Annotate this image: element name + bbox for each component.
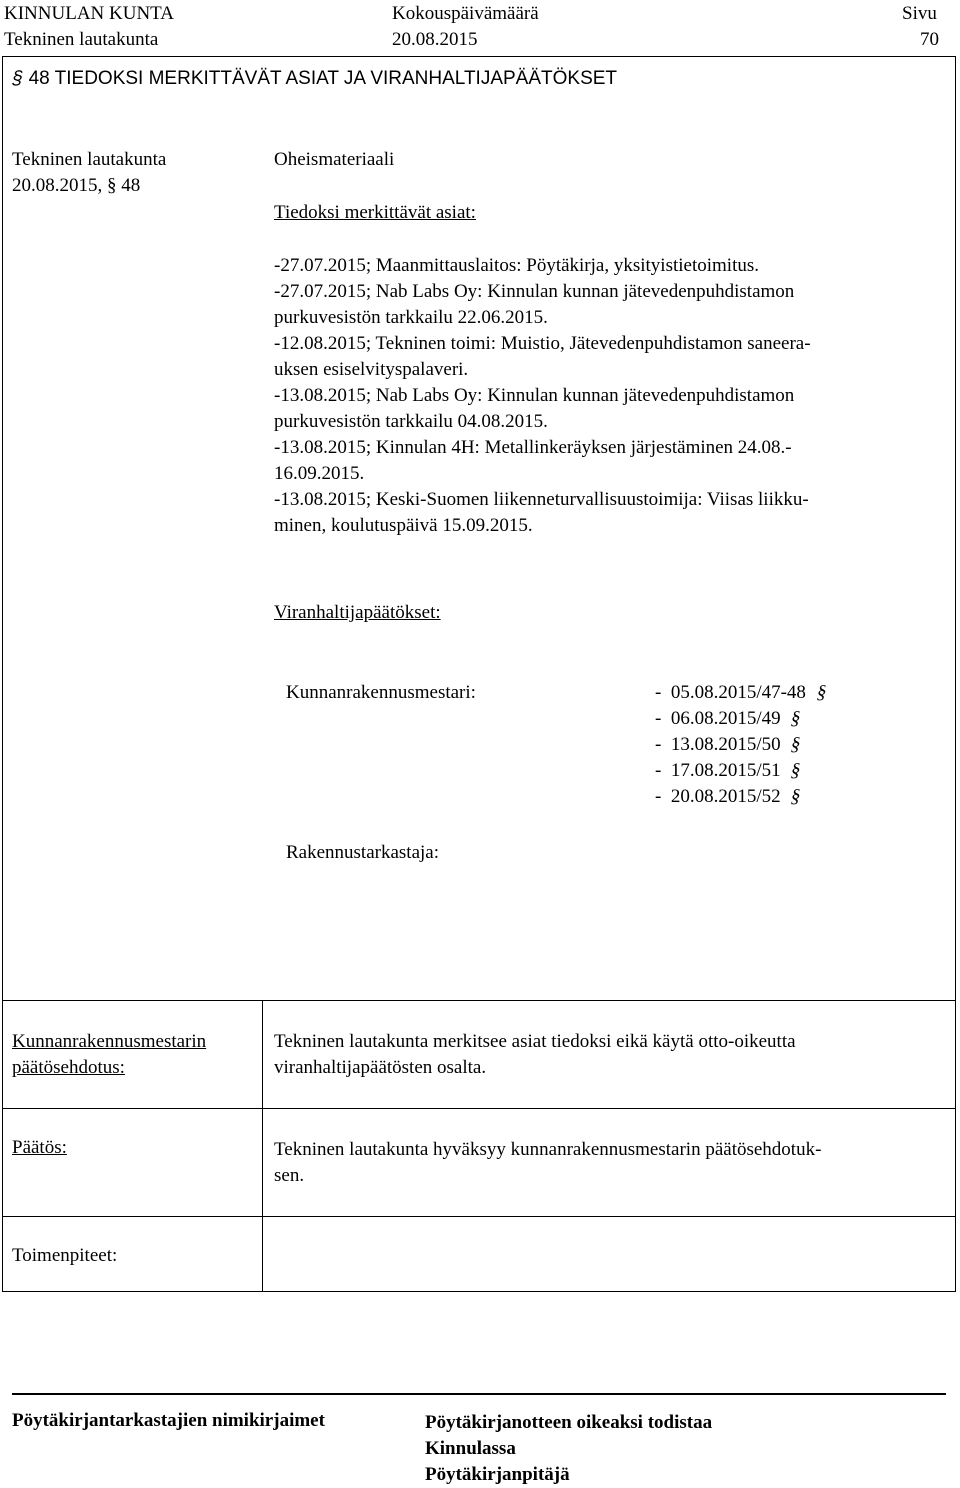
reference-line bbox=[12, 175, 140, 197]
reference-board: Tekninen lautakunta bbox=[12, 149, 167, 170]
page-label: Sivu bbox=[902, 3, 937, 24]
reference-date: 20.08.2015, bbox=[12, 175, 103, 196]
decision-text bbox=[274, 1137, 934, 1189]
section-title bbox=[9, 68, 618, 90]
divider bbox=[2, 1216, 956, 1217]
proposal-text-line: Tekninen lautakunta merkitsee asiat tiedoksi eikä käytä otto-oikeutta bbox=[274, 1031, 796, 1052]
proposal-label bbox=[12, 1029, 206, 1081]
info-line: -13.08.2015; Nab Labs Oy: Kinnulan kunnan jätevedenpuhdistamon bbox=[274, 385, 795, 406]
section-symbol-icon: § bbox=[789, 786, 804, 807]
officer1-decision-list bbox=[655, 682, 895, 817]
reference-number: 48 bbox=[121, 175, 141, 196]
divider bbox=[2, 1000, 956, 1001]
decision-entry bbox=[655, 682, 829, 704]
decision-text-line: sen. bbox=[274, 1165, 305, 1186]
decision-entry-text: - 20.08.2015/52 bbox=[655, 786, 781, 807]
meeting-date-label: Kokouspäivämäärä bbox=[392, 3, 539, 24]
meeting-date: 20.08.2015 bbox=[392, 29, 478, 50]
officer-decisions-heading: Viranhaltijapäätökset: bbox=[274, 602, 441, 623]
decision-entry bbox=[655, 708, 804, 730]
decision-entry-text: - 17.08.2015/51 bbox=[655, 760, 781, 781]
actions-label: Toimenpiteet: bbox=[12, 1245, 118, 1266]
decision-entry-text: - 13.08.2015/50 bbox=[655, 734, 781, 755]
info-line: uksen esiselvityspalaveri. bbox=[274, 359, 469, 380]
decision-entry-text: - 05.08.2015/47-48 bbox=[655, 682, 806, 703]
info-heading: Tiedoksi merkittävät asiat: bbox=[274, 202, 476, 223]
divider bbox=[2, 1108, 956, 1109]
info-line: minen, koulutuspäivä 15.09.2015. bbox=[274, 515, 533, 536]
proposal-text bbox=[274, 1029, 934, 1081]
footer-certify-line: Pöytäkirjanotteen oikeaksi todistaa bbox=[425, 1412, 713, 1433]
attachment-heading: Oheismateriaali bbox=[274, 149, 395, 170]
footer-certify-place: Kinnulassa bbox=[425, 1438, 516, 1459]
page-number: 70 bbox=[920, 29, 939, 50]
section-symbol-icon: § bbox=[814, 682, 829, 703]
decision-label: Päätös: bbox=[12, 1137, 67, 1158]
reference-symbol: § bbox=[107, 175, 117, 196]
section-frame bbox=[2, 56, 956, 1292]
footer-rule bbox=[12, 1393, 946, 1395]
footer-certify-role: Pöytäkirjanpitäjä bbox=[425, 1464, 570, 1485]
board-name: Tekninen lautakunta bbox=[4, 29, 159, 50]
info-line: -27.07.2015; Nab Labs Oy: Kinnulan kunnan jätevedenpuhdistamon bbox=[274, 281, 795, 302]
proposal-text-line: viranhaltijapäätösten osalta. bbox=[274, 1057, 487, 1078]
info-line: -13.08.2015; Kinnulan 4H: Metallinkeräyksen järjestäminen 24.08.- bbox=[274, 437, 792, 458]
officer1-title: Kunnanrakennusmestari: bbox=[286, 682, 476, 703]
info-line: -12.08.2015; Tekninen toimi: Muistio, Jätevedenpuhdistamon saneera- bbox=[274, 333, 811, 354]
section-symbol-icon: § bbox=[789, 734, 804, 755]
section-symbol-icon: § bbox=[789, 760, 804, 781]
proposal-label-line: Kunnanrakennusmestarin bbox=[12, 1031, 207, 1052]
section-symbol-icon: § bbox=[9, 68, 25, 89]
info-list bbox=[274, 255, 934, 545]
section-title-text: 48 TIEDOKSI MERKITTÄVÄT ASIAT JA VIRANHALTIJAPÄÄTÖKSET bbox=[28, 68, 618, 89]
section-symbol-icon: § bbox=[789, 708, 804, 729]
footer-signatures-label: Pöytäkirjantarkastajien nimikirjaimet bbox=[12, 1410, 325, 1431]
column-divider bbox=[262, 1000, 263, 1291]
decision-entry bbox=[655, 786, 804, 808]
decision-entry bbox=[655, 734, 804, 756]
municipality-name: KINNULAN KUNTA bbox=[4, 3, 174, 24]
footer-certify bbox=[425, 1410, 712, 1488]
decision-entry-text: - 06.08.2015/49 bbox=[655, 708, 781, 729]
info-line: purkuvesistön tarkkailu 22.06.2015. bbox=[274, 307, 548, 328]
decision-text-line: Tekninen lautakunta hyväksyy kunnanrakennusmestarin päätösehdotuk- bbox=[274, 1139, 822, 1160]
info-line: -27.07.2015; Maanmittauslaitos: Pöytäkirja, yksityistietoimitus. bbox=[274, 255, 760, 276]
proposal-label-line: päätösehdotus: bbox=[12, 1057, 125, 1078]
info-line: purkuvesistön tarkkailu 04.08.2015. bbox=[274, 411, 548, 432]
info-line: -13.08.2015; Keski-Suomen liikenneturvallisuustoimija: Viisas liikku- bbox=[274, 489, 809, 510]
officer2-title: Rakennustarkastaja: bbox=[286, 842, 440, 863]
decision-entry bbox=[655, 760, 804, 782]
info-line: 16.09.2015. bbox=[274, 463, 365, 484]
